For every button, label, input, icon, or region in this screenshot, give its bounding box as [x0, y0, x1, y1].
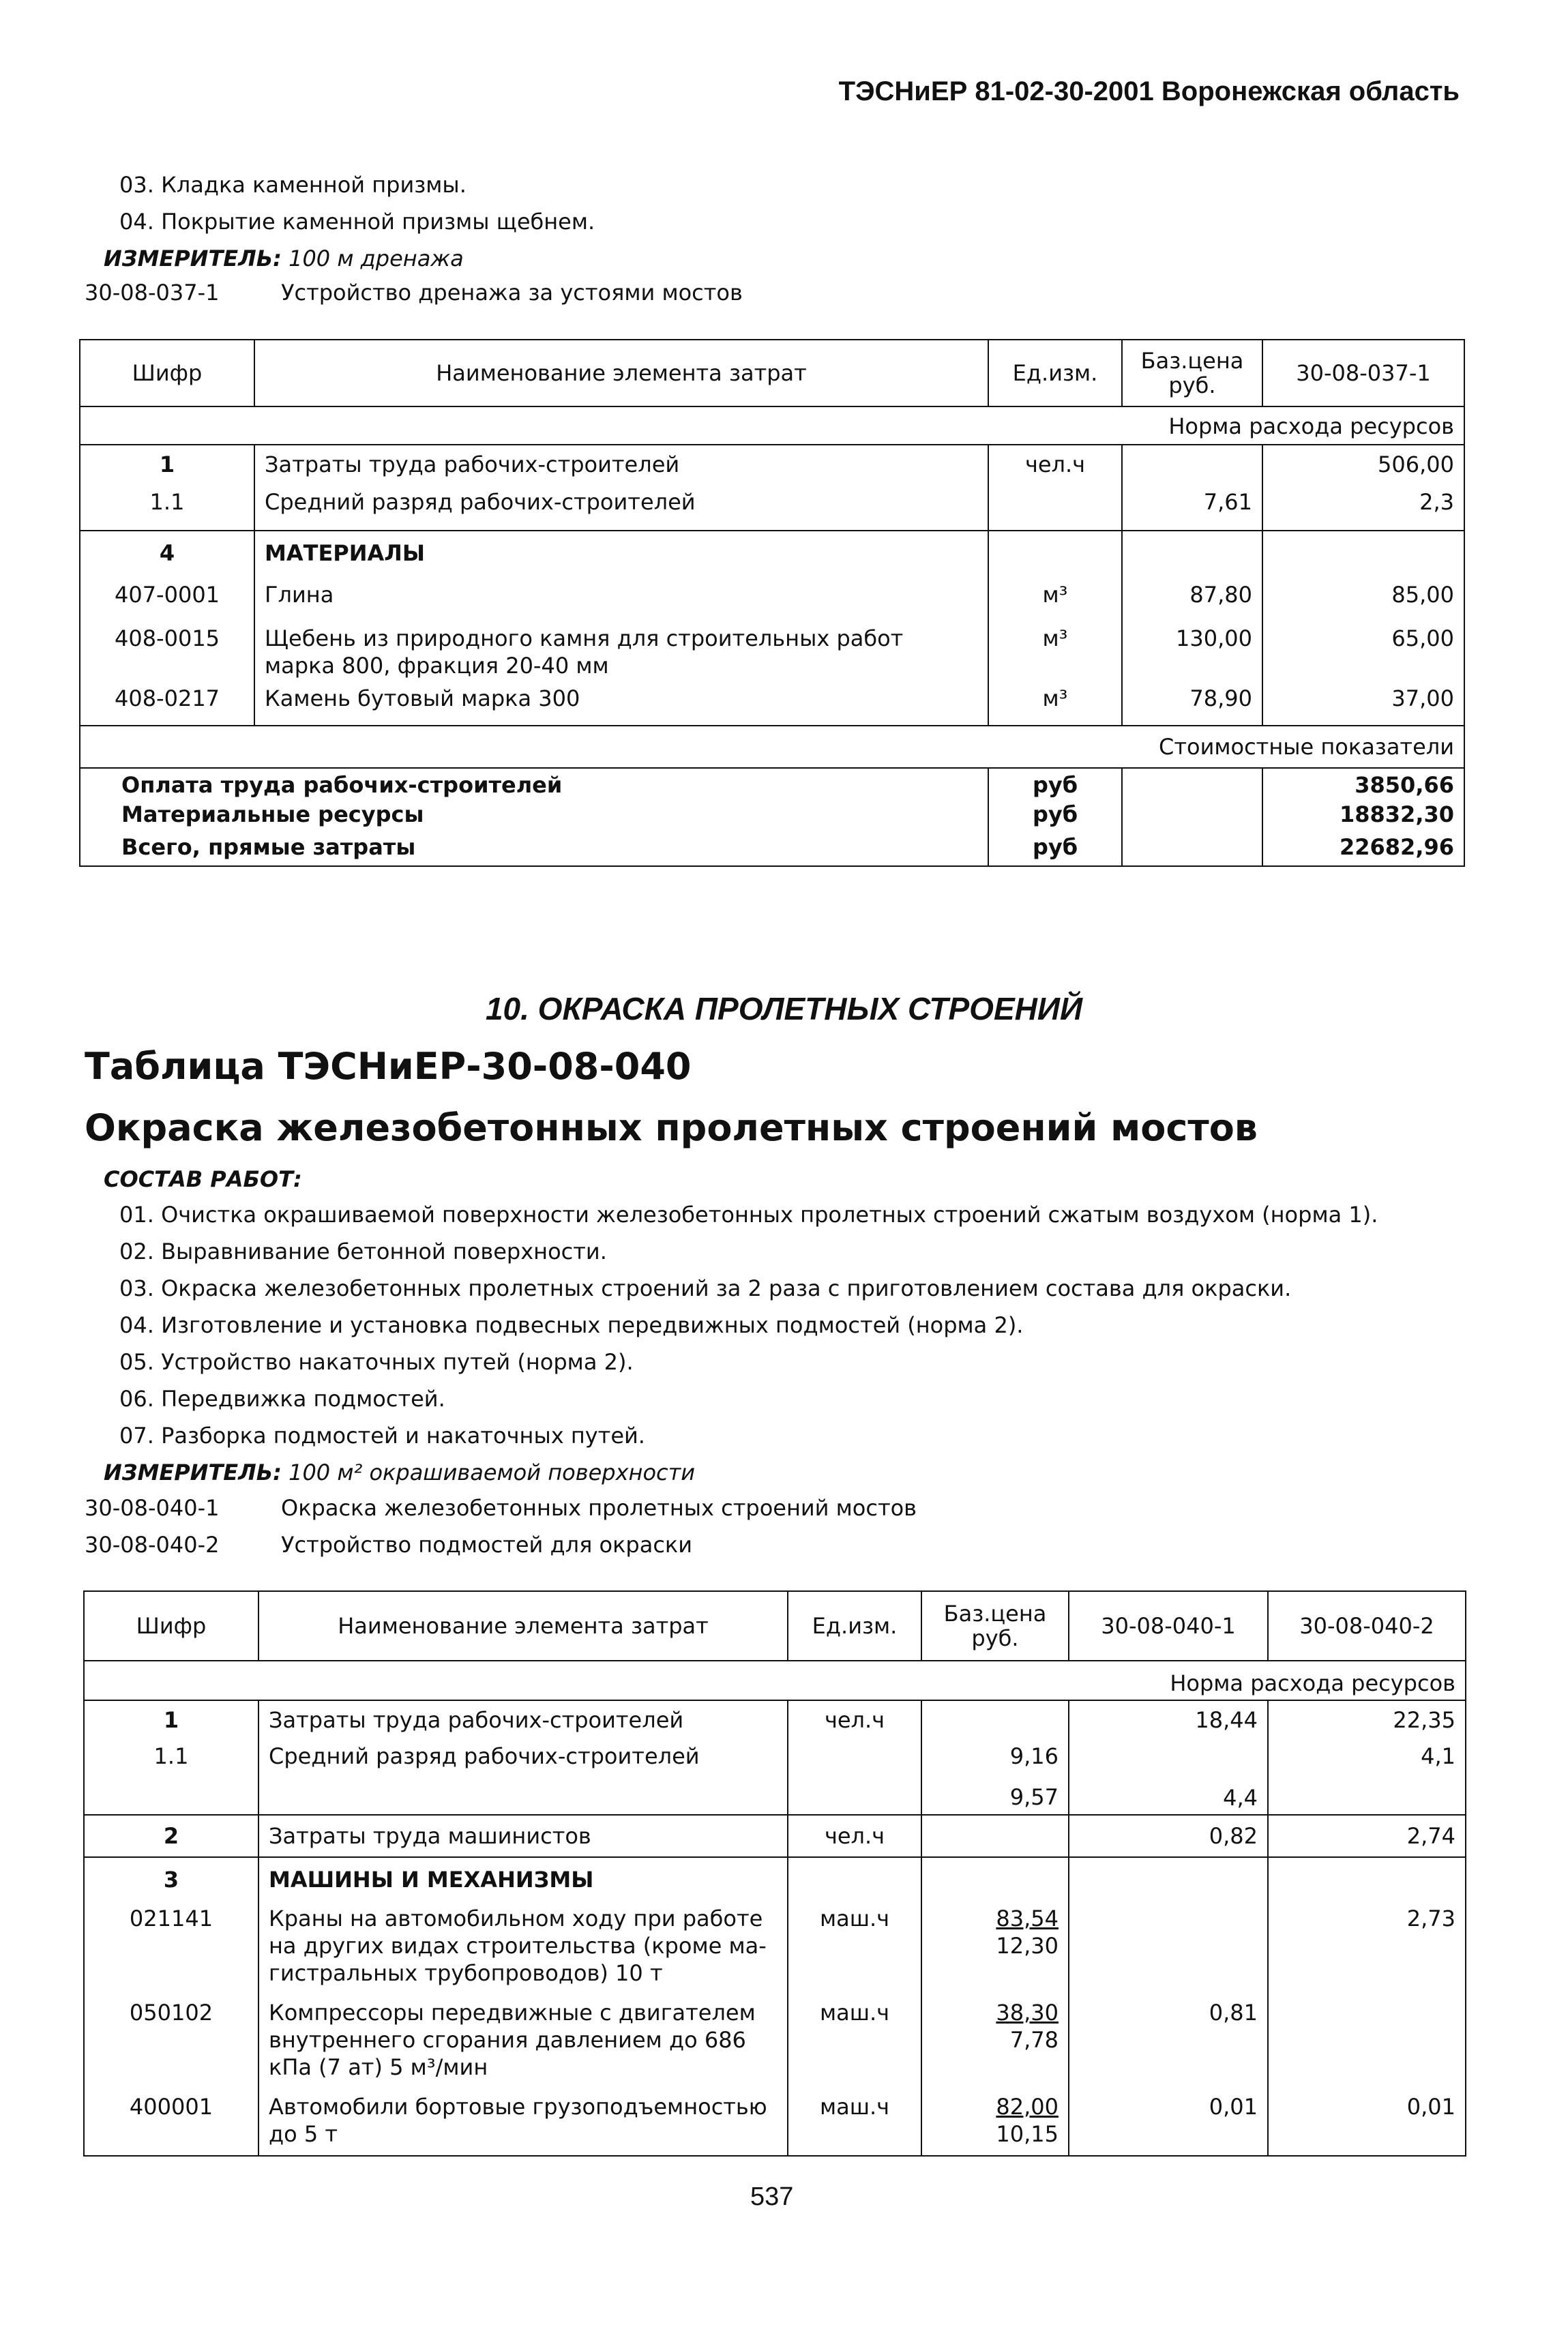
row-unit: маш.ч — [788, 2090, 921, 2156]
row-code: 4 — [80, 531, 254, 574]
row-code: 1 — [80, 445, 254, 488]
row-unit: чел.ч — [788, 1700, 921, 1743]
measure-label: ИЗМЕРИТЕЛЬ: — [104, 1460, 282, 1485]
row-unit: м³ — [988, 685, 1122, 726]
norm-section-row: Норма расхода ресурсов — [84, 1661, 1466, 1700]
row-name-cont: внутреннего сгорания давлением до 686 — [269, 2027, 746, 2053]
row-code: 408-0217 — [80, 685, 254, 726]
row-price: 10,15 — [996, 2121, 1059, 2147]
row-value: 2,74 — [1268, 1815, 1466, 1857]
row-name: Глина — [254, 574, 988, 618]
total-value: 18832,30 — [1262, 801, 1464, 833]
row-value: 22,35 — [1268, 1700, 1466, 1743]
row-price: 78,90 — [1122, 685, 1262, 726]
col-header-norm: 30-08-040-2 — [1268, 1591, 1466, 1661]
row-value: 4,4 — [1069, 1743, 1268, 1815]
row-value — [1262, 531, 1464, 574]
row-name-multiline — [258, 1995, 788, 2090]
work-item: 04. Изготовление и установка подвесных передвижных подмостей (норма 2). — [119, 1312, 1024, 1338]
row-code: 021141 — [84, 1899, 258, 1995]
norm-name: Устройство подмостей для окраски — [281, 1532, 693, 1558]
row-name-cont: гистральных трубопроводов) 10 т — [269, 1960, 663, 1986]
col-header-norm: 30-08-037-1 — [1262, 340, 1464, 406]
total-name: Материальные ресурсы — [80, 801, 988, 833]
page-number: 537 — [750, 2182, 794, 2211]
table-subtitle: Окраска железобетонных пролетных строений мостов — [85, 1106, 1258, 1149]
norm-code: 30-08-040-2 — [85, 1532, 220, 1558]
row-code: 3 — [84, 1857, 258, 1899]
norm-name: Устройство дренажа за устоями мостов — [281, 280, 743, 306]
section-title: 10. ОКРАСКА ПРОЛЕТНЫХ СТРОЕНИЙ — [485, 991, 1083, 1026]
col-header-price: Баз.цена руб. — [1122, 340, 1262, 406]
row-code: 408-0015 — [80, 618, 254, 685]
col-header-name: Наименование элемента затрат — [258, 1591, 788, 1661]
col-header-code: Шифр — [80, 340, 254, 406]
row-code: 400001 — [84, 2090, 258, 2156]
work-item: 03. Окраска железобетонных пролетных строений за 2 раза с приготовлением состава для окраски. — [119, 1275, 1292, 1301]
row-value: 0,01 — [1268, 2090, 1466, 2156]
col-header-code: Шифр — [84, 1591, 258, 1661]
row-name: Камень бутовый марка 300 — [254, 685, 988, 726]
row-price: 38,30 — [996, 2000, 1059, 2026]
row-unit: чел.ч — [988, 445, 1122, 488]
row-price: 83,54 — [996, 1906, 1059, 1931]
row-price: 87,80 — [1122, 574, 1262, 618]
row-unit: маш.ч — [788, 1995, 921, 2090]
work-item: 06. Передвижка подмостей. — [119, 1386, 445, 1412]
row-name-cont: до 5 т — [269, 2121, 338, 2147]
row-value: 65,00 — [1262, 618, 1464, 685]
work-item: 03. Кладка каменной призмы. — [119, 172, 467, 198]
row-price: 12,30 — [996, 1933, 1059, 1959]
total-unit: руб — [988, 833, 1122, 866]
row-value: 2,73 — [1268, 1899, 1466, 1995]
row-name: Краны на автомобильном ходу при работе — [269, 1906, 763, 1931]
row-name-multiline — [258, 1899, 788, 1995]
row-price-stack — [921, 1899, 1069, 1995]
row-value: 506,00 — [1262, 445, 1464, 488]
total-value: 3850,66 — [1262, 768, 1464, 801]
row-price — [1122, 445, 1262, 488]
work-item: 02. Выравнивание бетонной поверхности. — [119, 1239, 607, 1264]
row-price-stack — [921, 1995, 1069, 2090]
norm-name: Окраска железобетонных пролетных строений мостов — [281, 1495, 917, 1521]
measure-label: ИЗМЕРИТЕЛЬ: — [104, 246, 282, 271]
row-value: 0,81 — [1069, 1995, 1268, 2090]
row-value: 0,01 — [1069, 2090, 1268, 2156]
row-name: Средний разряд рабочих-строителей — [258, 1743, 788, 1815]
work-composition-label: СОСТАВ РАБОТ: — [104, 1166, 302, 1192]
row-name: Затраты труда рабочих-строителей — [258, 1700, 788, 1743]
row-name: Автомобили бортовые грузоподъемностью — [269, 2094, 767, 2120]
row-value: 0,82 — [1069, 1815, 1268, 1857]
row-value: 18,44 — [1069, 1700, 1268, 1743]
row-price — [1122, 531, 1262, 574]
col-header-norm: 30-08-040-1 — [1069, 1591, 1268, 1661]
total-name: Оплата труда рабочих-строителей — [80, 768, 988, 801]
measure-line — [104, 1460, 695, 1485]
total-value: 22682,96 — [1262, 833, 1464, 866]
row-unit: чел.ч — [788, 1815, 921, 1857]
row-value: 37,00 — [1262, 685, 1464, 726]
row-value: 4,1 — [1268, 1743, 1466, 1815]
row-code: 407-0001 — [80, 574, 254, 618]
resource-table-2 — [83, 1590, 1466, 2157]
row-unit — [988, 531, 1122, 574]
col-header-unit: Ед.изм. — [988, 340, 1122, 406]
row-code: 1 — [84, 1700, 258, 1743]
norm-section-row: Норма расхода ресурсов — [80, 406, 1464, 445]
row-code: 2 — [84, 1815, 258, 1857]
row-unit: м³ — [988, 574, 1122, 618]
row-price: 130,00 — [1122, 618, 1262, 685]
row-name-cont: кПа (7 ат) 5 м³/мин — [269, 2054, 488, 2080]
col-header-name: Наименование элемента затрат — [254, 340, 988, 406]
work-item: 01. Очистка окрашиваемой поверхности железобетонных пролетных строений сжатым воздухом (норма 1). — [119, 1202, 1378, 1228]
row-name-cont: на других видах строительства (кроме ма- — [269, 1933, 767, 1959]
row-name: МАТЕРИАЛЫ — [254, 531, 988, 574]
row-price-stack — [921, 2090, 1069, 2156]
row-name: Щебень из природного камня для строительных работ — [265, 625, 904, 651]
row-price: 7,78 — [1009, 2027, 1059, 2053]
cost-section-row: Стоимостные показатели — [80, 726, 1464, 768]
row-code: 050102 — [84, 1995, 258, 2090]
row-value: 2,3 — [1262, 488, 1464, 531]
row-code: 1.1 — [84, 1743, 258, 1815]
measure-value: 100 м дренажа — [289, 246, 464, 271]
row-unit: м³ — [988, 618, 1122, 685]
total-name: Всего, прямые затраты — [80, 833, 988, 866]
measure-line — [104, 246, 464, 271]
row-name: Затраты труда машинистов — [258, 1815, 788, 1857]
row-unit — [988, 488, 1122, 531]
total-unit: руб — [988, 801, 1122, 833]
col-header-price: Баз.цена руб. — [921, 1591, 1069, 1661]
row-price: 9,57 — [1009, 1784, 1059, 1810]
row-code: 1.1 — [80, 488, 254, 531]
row-unit: маш.ч — [788, 1899, 921, 1995]
col-header-unit: Ед.изм. — [788, 1591, 921, 1661]
work-item: 04. Покрытие каменной призмы щебнем. — [119, 209, 595, 235]
row-price: 82,00 — [996, 2094, 1059, 2120]
row-value — [1268, 1995, 1466, 2090]
work-item: 07. Разборка подмостей и накаточных путей. — [119, 1423, 645, 1449]
norm-code: 30-08-040-1 — [85, 1495, 220, 1521]
row-name: Компрессоры передвижные с двигателем — [269, 2000, 756, 2026]
row-name-cont: марка 800, фракция 20-40 мм — [265, 653, 609, 679]
table-title: Таблица ТЭСНиЕР-30-08-040 — [85, 1045, 692, 1088]
row-value — [1069, 1899, 1268, 1995]
work-item: 05. Устройство накаточных путей (норма 2). — [119, 1349, 634, 1375]
measure-value: 100 м² окрашиваемой поверхности — [289, 1460, 696, 1485]
row-price-stack — [921, 1743, 1069, 1815]
total-unit: руб — [988, 768, 1122, 801]
row-name: Затраты труда рабочих-строителей — [254, 445, 988, 488]
row-name-multiline — [254, 618, 988, 685]
norm-code: 30-08-037-1 — [85, 280, 220, 306]
running-header: ТЭСНиЕР 81-02-30-2001 Воронежская область — [838, 76, 1460, 106]
row-price: 9,16 — [1009, 1743, 1059, 1769]
row-value: 85,00 — [1262, 574, 1464, 618]
row-name: Средний разряд рабочих-строителей — [254, 488, 988, 531]
row-name-multiline — [258, 2090, 788, 2156]
row-name: МАШИНЫ И МЕХАНИЗМЫ — [258, 1857, 788, 1899]
resource-table-1 — [79, 339, 1465, 867]
row-price: 7,61 — [1122, 488, 1262, 531]
